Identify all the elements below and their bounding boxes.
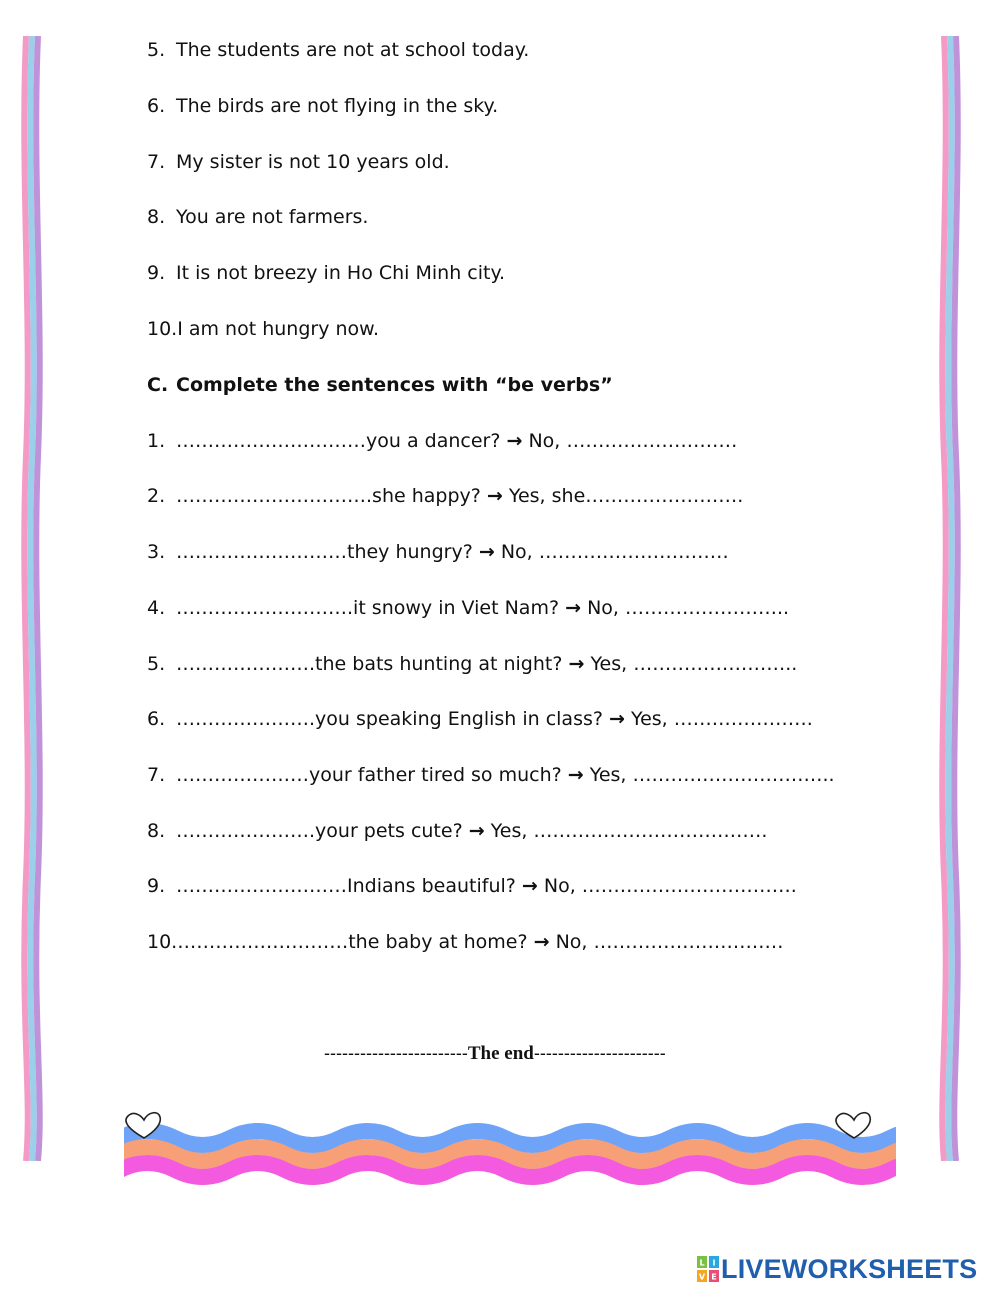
exercise-line <box>147 540 729 564</box>
arrow-icon: → <box>609 708 625 730</box>
right-wavy-border <box>936 36 966 1161</box>
arrow-icon: → <box>521 875 538 897</box>
exercise-answer: No, …………………….. <box>587 597 790 619</box>
sentence-text: The birds are not flying in the sky. <box>176 95 499 117</box>
exercise-answer: No, ……………………………. <box>543 875 797 897</box>
exercise-number: 1. <box>147 430 166 452</box>
exercise-number: 7. <box>147 764 166 786</box>
exercise-answer: Yes, she……………………. <box>508 485 744 507</box>
exercise-number: 6. <box>147 708 166 730</box>
left-dashes: ------------------------ <box>324 1043 468 1063</box>
exercise-question: ………………….you speaking English in class? <box>176 708 603 730</box>
exercise-line <box>147 484 743 508</box>
sentence-line <box>147 38 529 62</box>
exercise-line <box>147 930 784 954</box>
exercise-answer: Yes, ………………………………. <box>490 820 768 842</box>
the-end-footer <box>324 1041 666 1066</box>
exercise-question: ………………….the bats hunting at night? <box>176 653 563 675</box>
svg-text:V: V <box>698 1272 706 1282</box>
exercise-number: 3. <box>147 541 166 563</box>
exercise-question: …………………………you a dancer? <box>176 430 501 452</box>
exercise-question: ………………………Indians beautiful? <box>176 875 516 897</box>
exercise-answer: Yes, …………………….. <box>590 653 798 675</box>
exercise-question: …………………your father tired so much? <box>176 764 562 786</box>
arrow-icon: → <box>533 931 550 953</box>
section-c-heading <box>147 373 613 397</box>
exercise-number: 8. <box>147 820 166 842</box>
exercise-question: ………………………they hungry? <box>176 541 473 563</box>
section-title: Complete the sentences with “be verbs” <box>176 374 613 396</box>
sentence-number: 9. <box>147 262 166 284</box>
svg-text:L: L <box>699 1258 705 1268</box>
exercise-number: 10. <box>147 931 178 953</box>
arrow-icon: → <box>568 653 585 675</box>
sentence-text: It is not breezy in Ho Chi Minh city. <box>176 262 506 284</box>
sentence-number: 7. <box>147 151 166 173</box>
svg-text:I: I <box>712 1258 716 1268</box>
exercise-line <box>147 819 767 843</box>
exercise-answer: Yes, …………………. <box>630 708 813 730</box>
sentence-line <box>147 317 379 341</box>
logo-text: LIVEWORKSHEETS <box>721 1254 978 1284</box>
exercise-question: ……………………….it snowy in Viet Nam? <box>176 597 560 619</box>
exercise-line <box>147 596 789 620</box>
sentence-text: I am not hungry now. <box>177 318 379 340</box>
sentence-number: 8. <box>147 206 166 228</box>
exercise-answer: No, ……………………… <box>528 430 738 452</box>
arrow-icon: → <box>478 541 495 563</box>
liveworksheets-mark-icon <box>697 1256 719 1282</box>
exercise-answer: No, ………………………… <box>500 541 729 563</box>
exercise-line <box>147 652 797 676</box>
sentence-line <box>147 205 368 229</box>
svg-text:E: E <box>711 1272 717 1282</box>
exercise-line <box>147 429 737 453</box>
exercise-line <box>147 763 835 787</box>
arrow-icon: → <box>567 764 584 786</box>
arrow-icon: → <box>506 430 523 452</box>
sentence-text: The students are not at school today. <box>176 39 530 61</box>
exercise-number: 2. <box>147 485 166 507</box>
exercise-line <box>147 874 797 898</box>
sentence-line <box>147 261 505 285</box>
arrow-icon: → <box>486 485 503 507</box>
exercise-answer: Yes, ………………………….. <box>589 764 835 786</box>
exercise-number: 9. <box>147 875 166 897</box>
exercise-question: ………………………the baby at home? <box>177 931 528 953</box>
sentence-line <box>147 150 450 174</box>
sentence-number: 5. <box>147 39 166 61</box>
exercise-question: ………………….your pets cute? <box>176 820 463 842</box>
the-end-text: The end <box>467 1043 534 1064</box>
arrow-icon: → <box>565 597 582 619</box>
sentence-number: 10. <box>147 318 178 340</box>
exercise-number: 4. <box>147 597 166 619</box>
sentence-line <box>147 94 498 118</box>
liveworksheets-logo <box>697 1254 977 1284</box>
sentence-text: You are not farmers. <box>176 206 369 228</box>
sentence-number: 6. <box>147 95 166 117</box>
right-dashes: ---------------------- <box>533 1043 666 1063</box>
arrow-icon: → <box>468 820 485 842</box>
exercise-question: ………………………….she happy? <box>176 485 481 507</box>
sentence-text: My sister is not 10 years old. <box>176 151 450 173</box>
exercise-line <box>147 707 813 731</box>
section-label: C. <box>147 374 169 396</box>
exercise-answer: No, ………………………… <box>555 931 784 953</box>
left-wavy-border <box>18 36 48 1161</box>
exercise-number: 5. <box>147 653 166 675</box>
decorative-wave-band <box>120 1108 900 1196</box>
